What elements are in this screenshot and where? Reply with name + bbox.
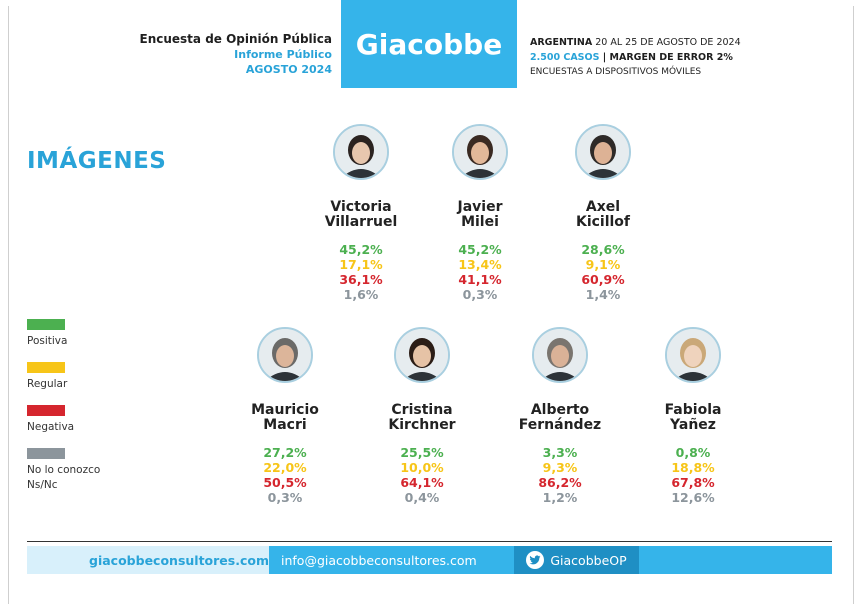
candidate-fernandez (490, 327, 630, 505)
candidate-yanez (623, 327, 763, 505)
candidate-name-line2: Kirchner (388, 417, 456, 433)
value-regular: 9,3% (542, 460, 578, 475)
value-regular: 18,8% (671, 460, 715, 475)
candidate-photo (665, 327, 721, 383)
legend-label: Negativa (27, 421, 75, 433)
twitter-handle: GiacobbeOP (550, 552, 627, 568)
legend-label-line1: No lo conozco (27, 464, 101, 476)
twitter-bird-icon (526, 551, 544, 569)
value-positive: 25,5% (400, 445, 444, 460)
candidate-name (623, 403, 763, 433)
value-negative: 50,5% (263, 475, 307, 490)
candidate-name-line1: Javier (457, 199, 503, 215)
legend-positiva (27, 319, 67, 349)
value-regular: 17,1% (339, 257, 383, 272)
value-unknown: 0,3% (267, 490, 303, 505)
value-positive: 27,2% (263, 445, 307, 460)
value-positive: 45,2% (339, 242, 383, 257)
email-link[interactable]: info@giacobbeconsultores.com (281, 552, 477, 568)
value-unknown: 0,4% (404, 490, 440, 505)
value-negative: 41,1% (458, 272, 502, 287)
candidate-kirchner (352, 327, 492, 505)
value-positive: 28,6% (581, 242, 625, 257)
candidate-name (490, 403, 630, 433)
candidate-name-line1: Fabiola (664, 402, 722, 418)
value-positive: 45,2% (458, 242, 502, 257)
value-regular: 22,0% (263, 460, 307, 475)
value-unknown: 1,2% (542, 490, 578, 505)
candidate-photo (394, 327, 450, 383)
value-regular: 9,1% (585, 257, 621, 272)
candidate-name-line2: Villarruel (324, 214, 398, 230)
legend-swatch (27, 448, 65, 459)
candidate-name (533, 200, 673, 230)
value-positive: 0,8% (675, 445, 711, 460)
candidate-photo (333, 124, 389, 180)
value-negative: 60,9% (581, 272, 625, 287)
value-positive: 3,3% (542, 445, 578, 460)
candidate-photo (257, 327, 313, 383)
survey-country: ARGENTINA (530, 37, 593, 48)
legend-regular (27, 362, 67, 392)
value-negative: 67,8% (671, 475, 715, 490)
value-regular: 10,0% (400, 460, 444, 475)
website-link[interactable]: giacobbeconsultores.com (27, 546, 269, 574)
candidate-values (410, 242, 550, 302)
candidate-name (352, 403, 492, 433)
value-negative: 64,1% (400, 475, 444, 490)
candidate-name-line1: Axel (585, 199, 621, 215)
value-unknown: 0,3% (462, 287, 498, 302)
report-title: Encuesta de Opinión Pública (139, 32, 332, 46)
value-negative: 86,2% (538, 475, 582, 490)
legend-label: Regular (27, 378, 68, 390)
legend-negativa (27, 405, 74, 435)
brand-logo: Giacobbe (341, 0, 517, 88)
candidate-photo (532, 327, 588, 383)
legend-swatch (27, 405, 65, 416)
legend-swatch (27, 319, 65, 330)
candidate-milei (410, 124, 550, 302)
candidate-name-line1: Alberto (530, 402, 590, 418)
candidate-values (533, 242, 673, 302)
legend-label (27, 463, 100, 493)
value-unknown: 1,4% (585, 287, 621, 302)
survey-cases: 2.500 CASOS (530, 52, 600, 63)
footer-bar (27, 546, 832, 574)
candidate-name-line2: Kicillof (575, 214, 631, 230)
report-date: AGOSTO 2024 (245, 63, 332, 76)
candidate-name-line2: Macri (263, 417, 307, 433)
candidate-name-line2: Fernández (518, 417, 602, 433)
candidate-photo (575, 124, 631, 180)
section-title: IMÁGENES (27, 148, 167, 174)
survey-method: ENCUESTAS A DISPOSITIVOS MÓVILES (530, 67, 702, 77)
survey-separator: | (599, 52, 610, 63)
candidate-values (352, 445, 492, 505)
candidate-name-line1: Victoria (330, 199, 392, 215)
candidate-macri (215, 327, 355, 505)
candidate-name-line2: Yañez (670, 417, 716, 433)
survey-info (530, 35, 741, 80)
survey-dates: 20 AL 25 DE AGOSTO DE 2024 (592, 37, 741, 48)
candidate-kicillof (533, 124, 673, 302)
value-unknown: 12,6% (671, 490, 715, 505)
page-frame (8, 6, 854, 604)
legend-swatch (27, 362, 65, 373)
report-title-block (140, 32, 333, 77)
legend-label-line2: Ns/Nc (27, 479, 58, 491)
candidate-name (410, 200, 550, 230)
candidate-values (623, 445, 763, 505)
footer-divider (27, 541, 832, 542)
legend-label: Positiva (27, 335, 68, 347)
candidate-values (490, 445, 630, 505)
value-unknown: 1,6% (343, 287, 379, 302)
report-subtitle: Informe Público (234, 48, 332, 61)
candidate-name (215, 403, 355, 433)
legend-nsnc (27, 448, 100, 493)
value-negative: 36,1% (339, 272, 383, 287)
candidate-name-line1: Mauricio (251, 402, 319, 418)
candidate-photo (452, 124, 508, 180)
survey-error: MARGEN DE ERROR 2% (609, 52, 733, 63)
value-regular: 13,4% (458, 257, 502, 272)
candidate-name-line2: Milei (461, 214, 499, 230)
candidate-values (215, 445, 355, 505)
candidate-name-line1: Cristina (391, 402, 453, 418)
twitter-link[interactable] (514, 546, 639, 574)
